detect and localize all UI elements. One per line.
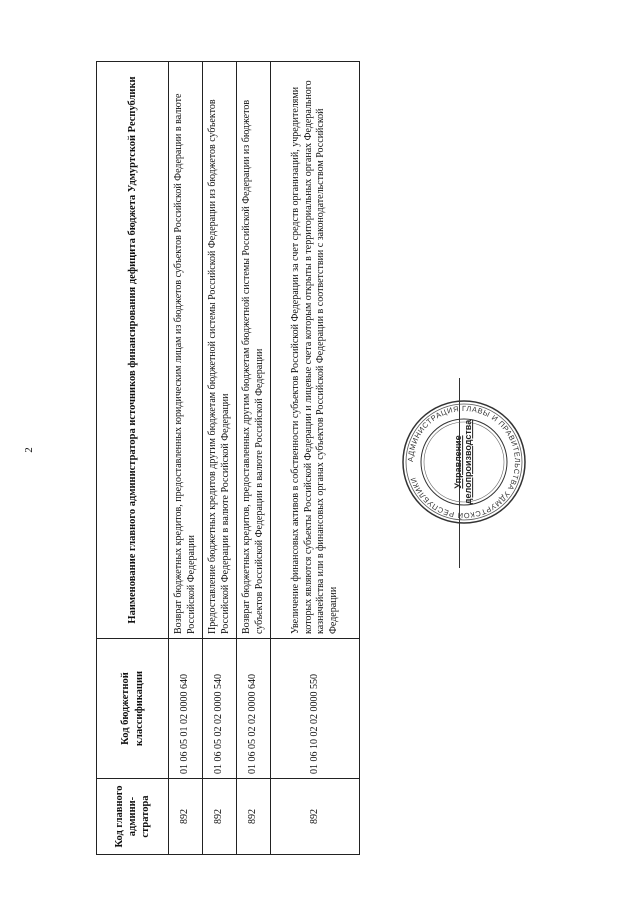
header-administrator-name: Наименование главного администратора источников финансирования дефицита бюджета Удмуртской Республики — [97, 62, 169, 639]
header-budget-classification-code: Код бюджетной классификации — [97, 639, 169, 779]
seal-center-text — [454, 420, 474, 504]
cell-classification-code: 01 06 10 02 02 0000 550 — [271, 639, 360, 779]
header-admin-code: Код главного админи-стратора — [97, 779, 169, 855]
table-row — [271, 62, 360, 855]
cell-description: Возврат бюджетных кредитов, предоставленных юридическим лицам из бюджетов субъектов Российской Федерации в валюте Российской Федерации — [169, 62, 203, 639]
cell-classification-code: 01 06 05 02 02 0000 540 — [203, 639, 237, 779]
cell-description: Предоставление бюджетных кредитов другим бюджетам бюджетной системы Российской Федерации из бюджетов субъектов Российской Федерации в валюте Российской Федерации — [203, 62, 237, 639]
page-number: 2 — [22, 447, 35, 453]
cell-classification-code: 01 06 05 02 02 0000 640 — [237, 639, 271, 779]
cell-admin-code: 892 — [271, 779, 360, 855]
table-row — [203, 62, 237, 855]
cell-admin-code: 892 — [169, 779, 203, 855]
table-header-row — [97, 62, 169, 855]
seal-center-line2: делопроизводства — [463, 419, 473, 505]
financing-sources-table — [96, 61, 360, 855]
cell-description: Увеличение финансовых активов в собственности субъектов Российской Федерации за счет средств организаций, учредителями которых являются субъекты Российской Федерации и лицевые счета которым открыты в территориальных органах Федерального казначейства или в финансовых органах субъектов Российской Федерации в соответствии с законодательством Российской Федерации — [271, 62, 360, 639]
rotated-table-wrapper — [96, 62, 359, 855]
table-row — [169, 62, 203, 855]
cell-admin-code: 892 — [237, 779, 271, 855]
cell-classification-code: 01 06 05 01 02 0000 640 — [169, 639, 203, 779]
seal-center-line1: Управление — [453, 435, 464, 489]
seal-outer-text: АДМИНИСТРАЦИЯ ГЛАВЫ И ПРАВИТЕЛЬСТВА УДМУРТСКОЙ РЕСПУБЛИКИ — [405, 403, 523, 521]
cell-admin-code: 892 — [203, 779, 237, 855]
landscape-table-container — [96, 62, 359, 855]
cell-description: Возврат бюджетных кредитов, предоставленных другим бюджетам бюджетной системы Российской Федерации из бюджетов субъектов Российской Федерации в валюте Российской Федерации — [237, 62, 271, 639]
table-row — [237, 62, 271, 855]
